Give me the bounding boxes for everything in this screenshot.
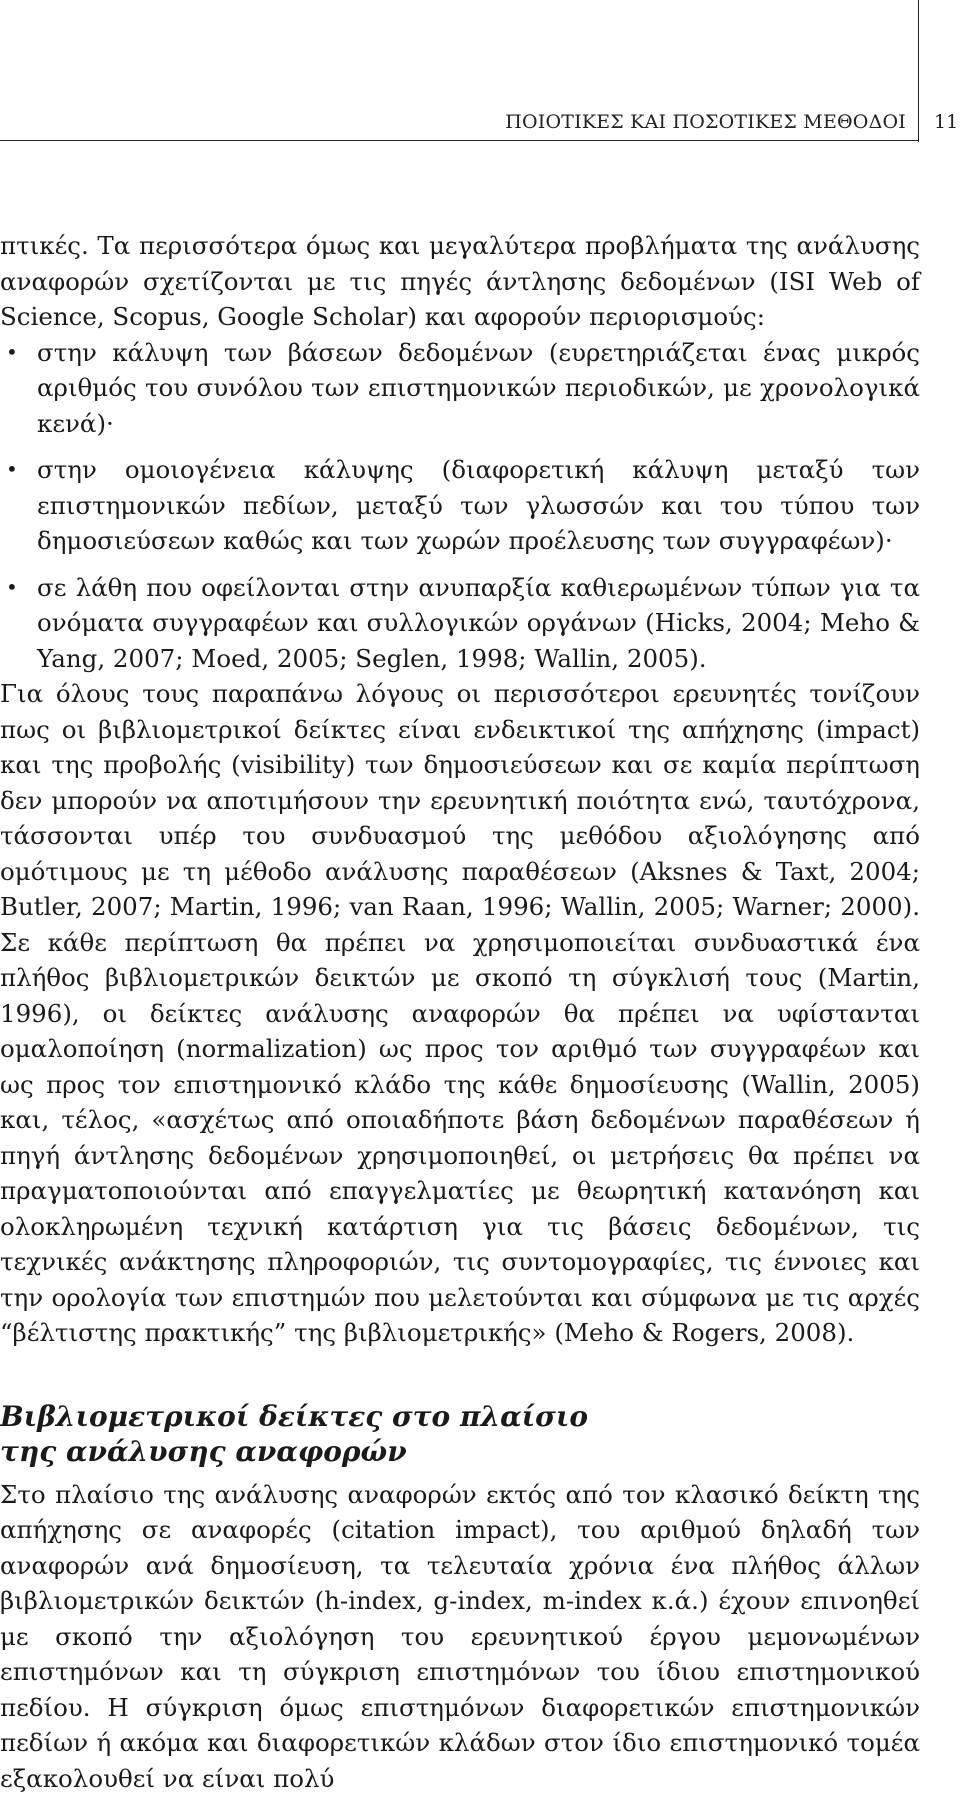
list-item-text: στην κάλυψη των βάσεων δεδομένων (ευρετηριάζεται ένας μικρός αριθμός του συνόλου των επιστημονικών περιοδικών, με χρονολογικά κενά)· (37, 338, 920, 438)
bullet-mark: • (6, 452, 18, 488)
list-item-text: στην ομοιογένεια κάλυψης (διαφορετική κάλυψη μεταξύ των επιστημονικών πεδίων, μεταξύ των γλωσσών και του τύπου των δημοσιεύσεων καθώς και των χωρών προέλευσης των συγγραφέων)· (37, 455, 920, 555)
section-heading-line-1: Βιβλιομετρικοί δείκτες στο πλαίσιο (0, 1399, 920, 1434)
header-horizontal-rule (0, 140, 918, 141)
limitations-list (0, 335, 920, 677)
bullet-mark: • (6, 570, 18, 606)
list-item (0, 335, 920, 442)
list-item-text: σε λάθη που οφείλονται στην ανυπαρξία καθιερωμένων τύπων για τα ονόματα συγγραφέων και συλλογικών οργάνων (Hicks, 2004; Meho & Yang, 2007; Moed, 2005; Seglen, 1998; Wallin, 2005). (37, 573, 920, 673)
main-paragraph: Για όλους τους παραπάνω λόγους οι περισσότεροι ερευνητές τονίζουν πως οι βιβλιομετρικοί δείκτες είναι ενδεικτικοί της απήχησης (impact) και της προβολής (visibility) των δημοσιεύσεων και σε καμία περίπτωση δεν μπορούν να αποτιμήσουν την ερευνητική ποιότητα ενώ, ταυτόχρονα, τάσσονται υπέρ του συνδυασμού της μεθόδου αξιολόγησης από ομότιμους με τη μέθοδο ανάλυσης παραθέσεων (Aksnes & Taxt, 2004; Butler, 2007; Martin, 1996; van Raan, 1996; Wallin, 2005; Warner; 2000). Σε κάθε περίπτωση θα πρέπει να χρησιμοποιείται συνδυαστικά ένα πλήθος βιβλιομετρικών δεικτών με σκοπό τη σύγκλισή τους (Martin, 1996), οι δείκτες ανάλυσης αναφορών θα πρέπει να υφίστανται ομαλοποίηση (normalization) ως προς τον αριθμό των συγγραφέων και ως προς τον επιστημονικό κλάδο της κάθε δημοσίευσης (Wallin, 2005) και, τέλος, «ασχέτως από οποιαδήποτε βάση δεδομένων παραθέσεων ή πηγή άντλησης δεδομένων χρησιμοποιηθεί, οι μετρήσεις θα πρέπει να πραγματοποιούνται από επαγγελματίες με θεωρητική κατανόηση και ολοκληρωμένη τεχνική κατάρτιση για τις βάσεις δεδομένων, τις τεχνικές ανάκτησης πληροφοριών, τις συντομογραφίες, τις έννοιες και την ορολογία των επιστημών που μελετούνται και σύμφωνα με τις αρχές “βέλτιστης πρακτικής” της βιβλιομετρικής» (Meho & Rogers, 2008). (0, 676, 920, 1351)
body-text (0, 228, 920, 1796)
page-number: 11 (934, 111, 958, 133)
header-vertical-rule (918, 0, 919, 142)
list-item (0, 452, 920, 559)
intro-paragraph: πτικές. Τα περισσότερα όμως και μεγαλύτερα προβλήματα της ανάλυσης αναφορών σχετίζονται με τις πηγές άντλησης δεδομένων (ISI Web of Science, Scopus, Google Scholar) και αφορούν περιορισμούς: (0, 228, 920, 335)
section-paragraph: Στο πλαίσιο της ανάλυσης αναφορών εκτός από τον κλασικό δείκτη της απήχησης σε αναφορές (citation impact), του αριθμού δηλαδή των αναφορών ανά δημοσίευση, τα τελευταία χρόνια ένα πλήθος άλλων βιβλιομετρικών δεικτών (h-index, g-index, m-index κ.ά.) έχουν επινοηθεί με σκοπό την αξιολόγηση του ερευνητικού έργου μεμονωμένων επιστημόνων και τη σύγκριση επιστημόνων του ίδιου επιστημονικού πεδίου. Η σύγκριση όμως επιστημόνων διαφορετικών επιστημονικών πεδίων ή ακόμα και διαφορετικών κλάδων στον ίδιο επιστημονικό τομέα εξακολουθεί να είναι πολύ (0, 1477, 920, 1796)
list-item (0, 570, 920, 677)
running-head: ΠΟΙΟΤΙΚΕΣ ΚΑΙ ΠΟΣΟΤΙΚΕΣ ΜΕΘΟΔΟΙ (505, 111, 906, 133)
section-heading-line-2: της ανάλυσης αναφορών (0, 1434, 920, 1469)
bullet-mark: • (6, 335, 18, 371)
section-heading (0, 1399, 920, 1469)
